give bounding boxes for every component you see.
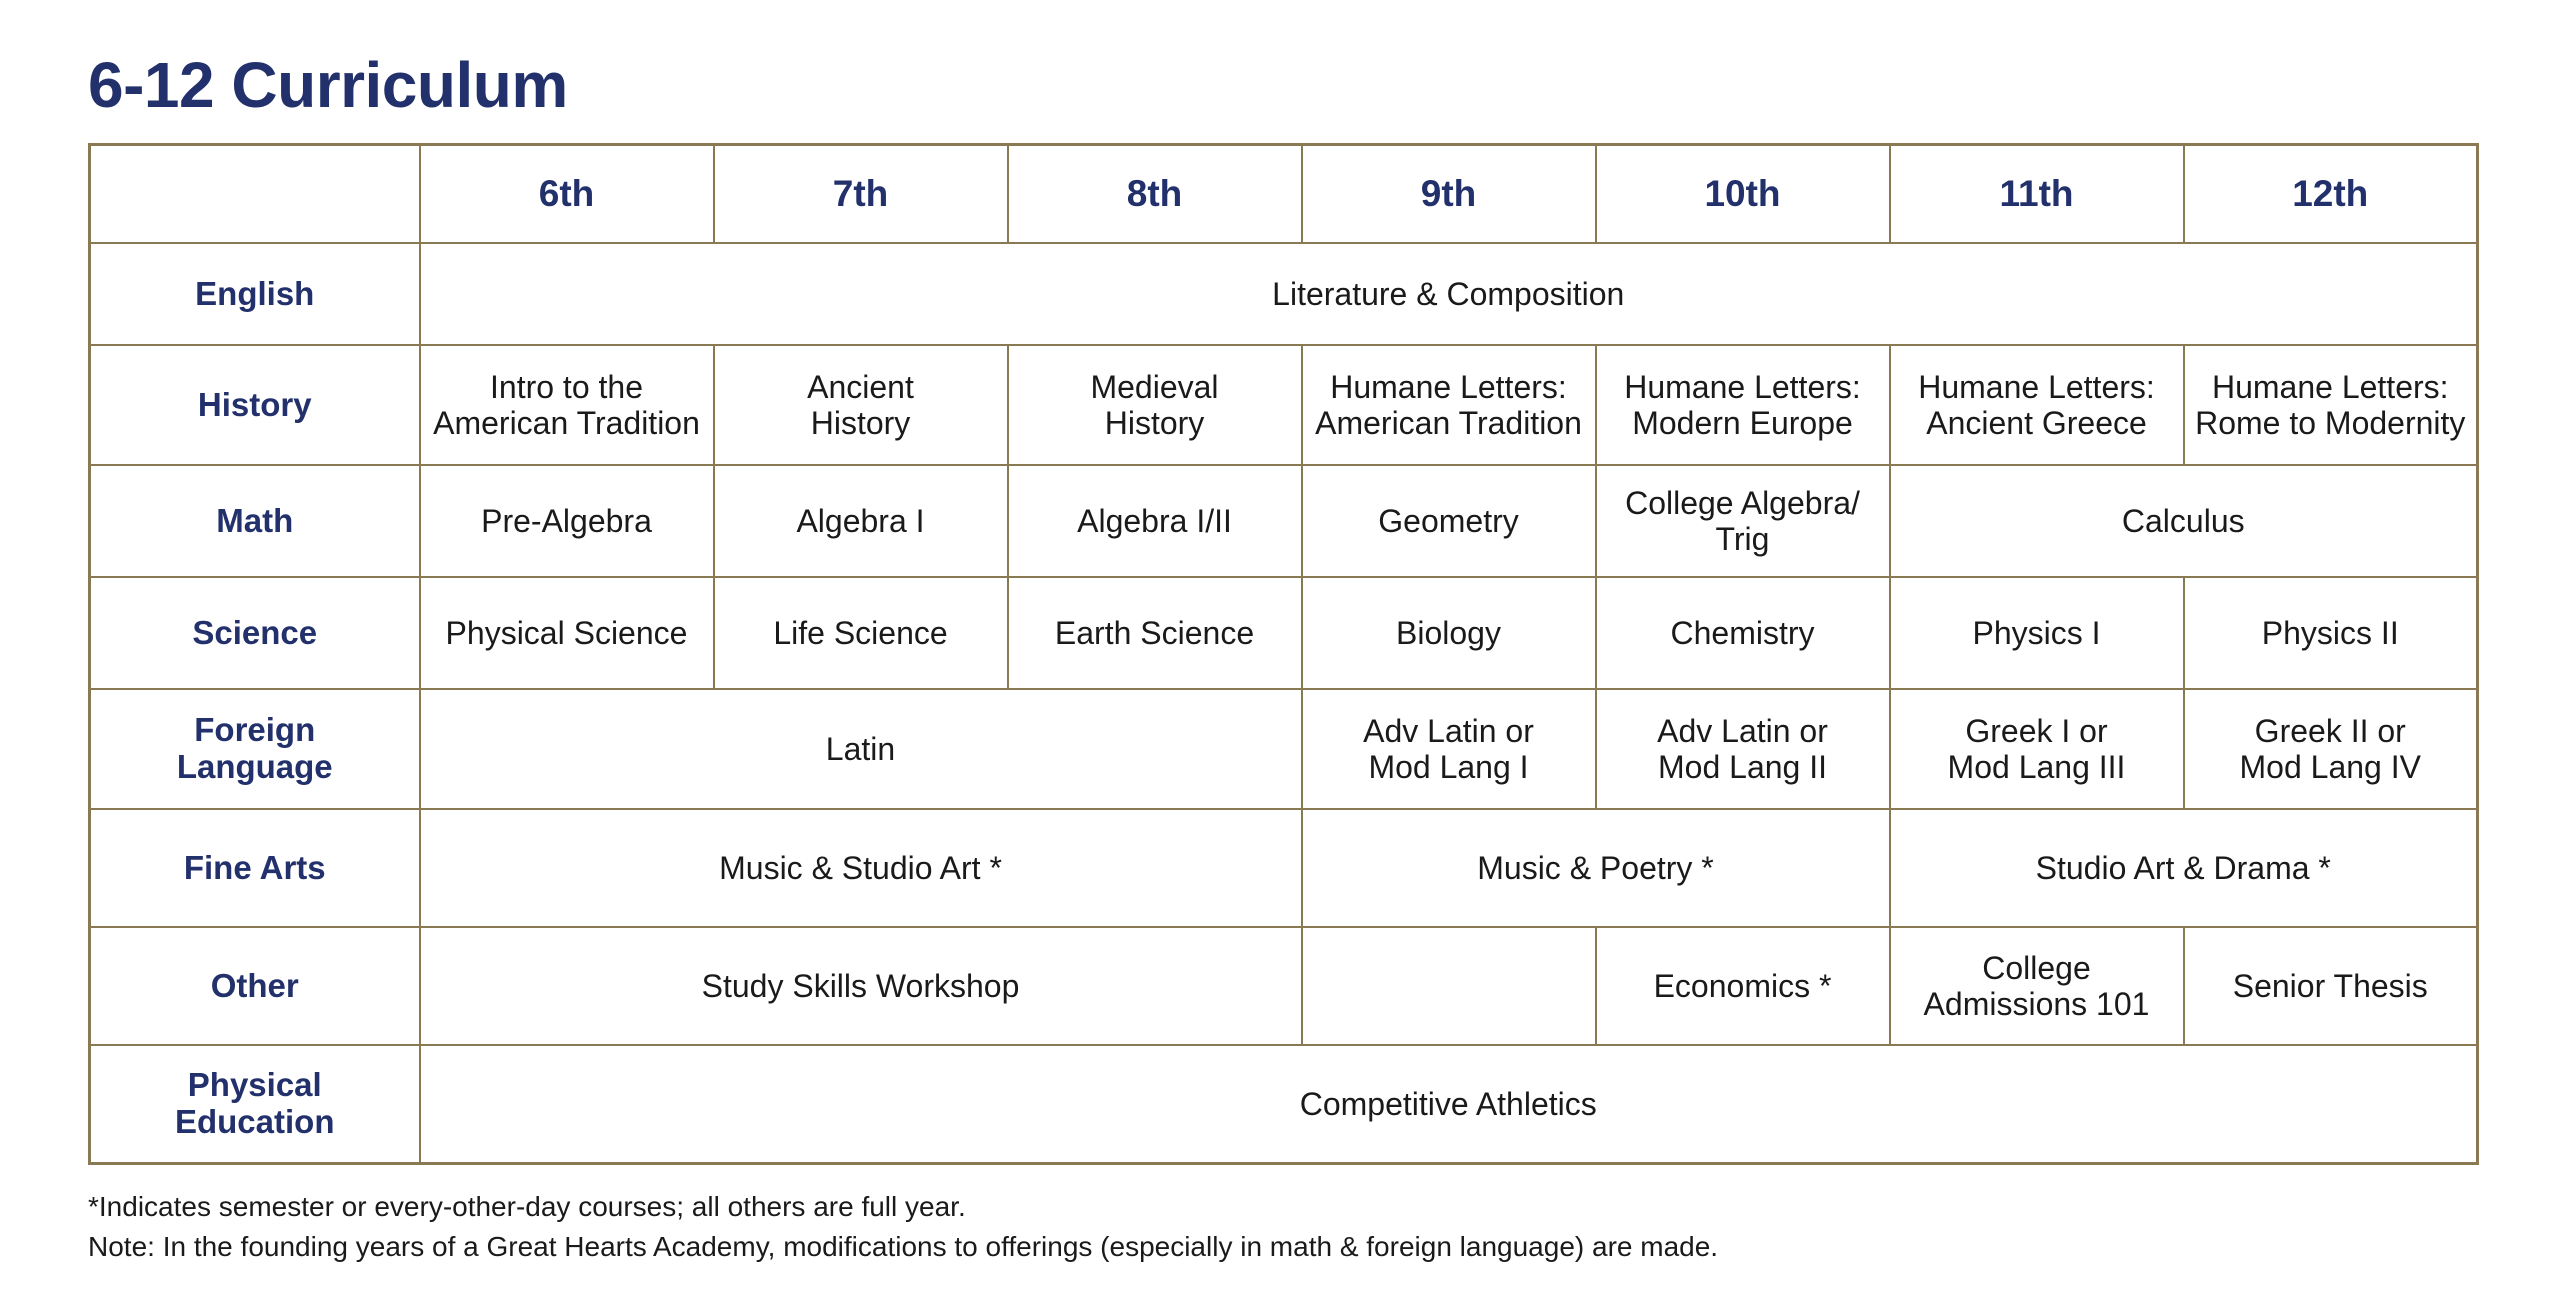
cell-fine-arts-9th-10th: Music & Poetry * <box>1302 809 1890 927</box>
cell-fine-arts-6th-8th: Music & Studio Art * <box>420 809 1302 927</box>
cell-foreign-9th: Adv Latin or Mod Lang I <box>1302 689 1596 809</box>
cell-other-11th: College Admissions 101 <box>1890 927 2184 1045</box>
cell-history-11th: Humane Letters: Ancient Greece <box>1890 345 2184 465</box>
grade-header-6th: 6th <box>420 145 714 244</box>
grade-header-11th: 11th <box>1890 145 2184 244</box>
cell-other-10th: Economics * <box>1596 927 1890 1045</box>
cell-science-12th: Physics II <box>2184 577 2478 689</box>
cell-english-all: Literature & Composition <box>420 243 2478 345</box>
cell-math-8th: Algebra I/II <box>1008 465 1302 577</box>
grade-header-8th: 8th <box>1008 145 1302 244</box>
table-row-other <box>90 927 2478 1045</box>
cell-science-7th: Life Science <box>714 577 1008 689</box>
cell-math-6th: Pre-Algebra <box>420 465 714 577</box>
cell-pe-all: Competitive Athletics <box>420 1045 2478 1164</box>
table-row-science <box>90 577 2478 689</box>
footnote-semester: *Indicates semester or every-other-day courses; all others are full year. <box>88 1191 966 1223</box>
cell-history-9th: Humane Letters: American Tradition <box>1302 345 1596 465</box>
cell-science-8th: Earth Science <box>1008 577 1302 689</box>
cell-math-9th: Geometry <box>1302 465 1596 577</box>
cell-other-9th <box>1302 927 1596 1045</box>
cell-other-12th: Senior Thesis <box>2184 927 2478 1045</box>
row-label-math: Math <box>90 465 420 577</box>
row-label-history: History <box>90 345 420 465</box>
cell-history-12th: Humane Letters: Rome to Modernity <box>2184 345 2478 465</box>
cell-history-8th: Medieval History <box>1008 345 1302 465</box>
cell-math-11th-12th: Calculus <box>1890 465 2478 577</box>
cell-science-6th: Physical Science <box>420 577 714 689</box>
corner-cell <box>90 145 420 244</box>
footnotes <box>88 1187 2480 1267</box>
cell-history-7th: Ancient History <box>714 345 1008 465</box>
table-row-math <box>90 465 2478 577</box>
row-label-science: Science <box>90 577 420 689</box>
cell-foreign-10th: Adv Latin or Mod Lang II <box>1596 689 1890 809</box>
cell-other-6th-8th: Study Skills Workshop <box>420 927 1302 1045</box>
cell-history-6th: Intro to the American Tradition <box>420 345 714 465</box>
page-title: 6-12 Curriculum <box>88 49 568 121</box>
grade-header-12th: 12th <box>2184 145 2478 244</box>
row-label-physical-education: Physical Education <box>90 1045 420 1164</box>
grade-header-7th: 7th <box>714 145 1008 244</box>
cell-science-10th: Chemistry <box>1596 577 1890 689</box>
row-label-fine-arts: Fine Arts <box>90 809 420 927</box>
row-label-foreign-language: Foreign Language <box>90 689 420 809</box>
cell-science-9th: Biology <box>1302 577 1596 689</box>
table-row-fine-arts <box>90 809 2478 927</box>
grade-header-10th: 10th <box>1596 145 1890 244</box>
table-row-english <box>90 243 2478 345</box>
footnote-founding-years: Note: In the founding years of a Great Hearts Academy, modifications to offerings (especially in math & foreign language) are made. <box>88 1230 1719 1262</box>
cell-history-10th: Humane Letters: Modern Europe <box>1596 345 1890 465</box>
row-label-english: English <box>90 243 420 345</box>
cell-math-7th: Algebra I <box>714 465 1008 577</box>
cell-math-10th: College Algebra/ Trig <box>1596 465 1890 577</box>
grade-header-9th: 9th <box>1302 145 1596 244</box>
cell-foreign-6th-8th: Latin <box>420 689 1302 809</box>
table-row-history <box>90 345 2478 465</box>
table-row-foreign-language <box>90 689 2478 809</box>
row-label-other: Other <box>90 927 420 1045</box>
curriculum-table <box>88 143 2479 1165</box>
cell-fine-arts-11th-12th: Studio Art & Drama * <box>1890 809 2478 927</box>
cell-foreign-11th: Greek I or Mod Lang III <box>1890 689 2184 809</box>
cell-foreign-12th: Greek II or Mod Lang IV <box>2184 689 2478 809</box>
table-row-physical-education <box>90 1045 2478 1164</box>
cell-science-11th: Physics I <box>1890 577 2184 689</box>
table-header-row <box>90 145 2478 244</box>
